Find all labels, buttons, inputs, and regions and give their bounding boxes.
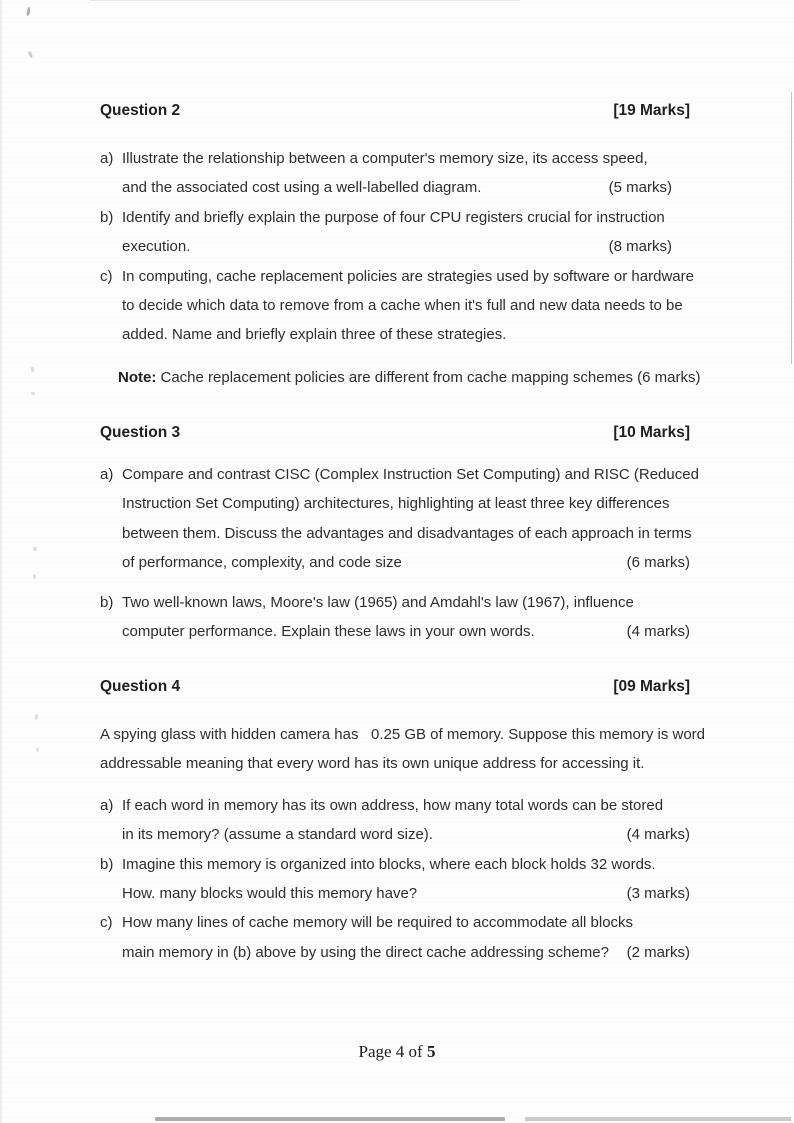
- scan-edge-left: [0, 0, 2, 1123]
- item-marks: (2 marks): [626, 943, 690, 961]
- scan-speck: [33, 547, 37, 551]
- question-item: [100, 144, 690, 203]
- item-body: [122, 850, 690, 909]
- item-line: [122, 203, 690, 232]
- item-body: [122, 144, 690, 203]
- question-item: [100, 460, 699, 578]
- item-line-text: between them. Discuss the advantages and disadvantages of each approach in terms: [122, 524, 692, 542]
- item-body: [122, 791, 690, 850]
- item-label: b): [100, 208, 114, 226]
- item-line-text: to decide which data to remove from a cache when it's full and new data needs to be: [122, 297, 683, 315]
- scan-speck: [28, 51, 33, 59]
- item-label: a): [100, 466, 114, 483]
- intro-line: addressable meaning that every word has its own unique address for accessing it.: [100, 755, 645, 773]
- question-title: Question 3: [100, 424, 181, 441]
- scan-band-bottom-light: [525, 1117, 791, 1121]
- question-intro: [100, 720, 705, 779]
- item-line: [122, 938, 690, 967]
- item-marks: (4 marks): [626, 826, 690, 844]
- item-label: c): [100, 914, 113, 932]
- item-line: [122, 460, 699, 489]
- item-line: [122, 548, 690, 577]
- scan-speck: [36, 748, 39, 752]
- question-items: [100, 460, 699, 646]
- item-line-text: Instruction Set Computing) architectures, highlighting at least three key differences: [122, 495, 670, 513]
- item-line-text: Compare and contrast CISC (Complex Instruction Set Computing) and RISC (Reduced: [122, 466, 699, 483]
- item-line: [122, 791, 690, 820]
- item-line-text: Two well-known laws, Moore's law (1965) and Amdahl's law (1967), influence: [122, 593, 634, 611]
- question-item: [100, 908, 690, 967]
- scan-speck: [34, 714, 38, 721]
- question-note: [100, 368, 701, 387]
- item-line-text: in its memory? (assume a standard word size).: [122, 826, 433, 844]
- item-line: [122, 320, 690, 349]
- scan-speck: [31, 392, 35, 395]
- item-line: [122, 232, 690, 261]
- item-line: [122, 291, 690, 320]
- question-total-marks: [09 Marks]: [613, 678, 690, 695]
- item-line: [122, 173, 690, 202]
- scan-speck: [31, 367, 34, 372]
- question-header: [100, 102, 690, 120]
- scan-band-bottom-dark: [155, 1117, 505, 1121]
- question-item: [100, 203, 690, 262]
- item-line-text: In computing, cache replacement policies are strategies used by software or hardware: [122, 267, 694, 285]
- item-line: [122, 908, 690, 937]
- item-line: [122, 262, 694, 291]
- question-title: Question 4: [100, 678, 181, 695]
- question-total-marks: [19 Marks]: [613, 102, 690, 119]
- question-items: [100, 144, 694, 350]
- item-marks: (4 marks): [626, 623, 690, 641]
- item-label: a): [100, 150, 114, 167]
- intro-line: A spying glass with hidden camera has 0.25 GB of memory. Suppose this memory is word: [100, 726, 705, 743]
- item-line-text: computer performance. Explain these laws in your own words.: [122, 623, 535, 641]
- scan-edge-top: [90, 0, 520, 1]
- item-marks: (3 marks): [626, 885, 690, 903]
- page-total: 5: [426, 1042, 436, 1061]
- item-label: c): [100, 267, 113, 285]
- item-line-text: main memory in (b) above by using the direct cache addressing scheme?: [122, 943, 609, 961]
- item-line-text: Identify and briefly explain the purpose of four CPU registers crucial for instruction: [122, 208, 665, 226]
- scan-edge-right: [791, 92, 792, 364]
- item-marks: (6 marks): [626, 554, 690, 572]
- question-item: [100, 262, 694, 350]
- item-line: [122, 820, 690, 849]
- item-body: [122, 908, 690, 967]
- item-line-text: How many lines of cache memory will be required to accommodate all blocks: [122, 914, 634, 932]
- item-line-text: added. Name and briefly explain three of these strategies.: [122, 326, 507, 344]
- item-marks: (5 marks): [608, 179, 672, 197]
- item-body: [122, 203, 690, 262]
- item-line-text: execution.: [122, 238, 191, 256]
- item-line-text: Illustrate the relationship between a computer's memory size, its access speed,: [122, 150, 648, 167]
- note-prefix: Note:: [118, 368, 157, 386]
- page-number-text: Page 4 of: [358, 1042, 427, 1061]
- item-label: a): [100, 796, 114, 814]
- question-section: [100, 102, 701, 387]
- question-section: [100, 424, 699, 646]
- note-text: Cache replacement policies are different from cache mapping schemes (6 marks): [156, 368, 701, 386]
- question-item: [100, 791, 690, 850]
- scan-speck: [26, 7, 31, 16]
- item-body: [122, 588, 690, 647]
- item-label: b): [100, 593, 114, 611]
- item-marks: (8 marks): [608, 238, 672, 256]
- scan-speck: [33, 574, 36, 579]
- item-line-text: and the associated cost using a well-labelled diagram.: [122, 179, 482, 197]
- question-title: Question 2: [100, 102, 181, 119]
- page-footer: [0, 1042, 794, 1062]
- item-line: [122, 617, 690, 646]
- item-line-text: If each word in memory has its own address, how many total words can be stored: [122, 796, 664, 814]
- item-line: [122, 850, 690, 879]
- question-header: [100, 678, 690, 696]
- item-line: [122, 879, 690, 908]
- item-line-text: of performance, complexity, and code size: [122, 554, 402, 572]
- item-line: [122, 489, 690, 518]
- question-total-marks: [10 Marks]: [613, 424, 690, 441]
- question-header: [100, 424, 690, 442]
- question-item: [100, 588, 690, 647]
- item-body: [122, 262, 694, 350]
- question-section: [100, 678, 705, 967]
- item-body: [122, 460, 699, 578]
- item-line-text: Imagine this memory is organized into blocks, where each block holds 32 words.: [122, 855, 656, 873]
- item-line: [122, 144, 690, 173]
- item-label: b): [100, 855, 114, 873]
- item-line: [122, 519, 690, 548]
- question-items: [100, 791, 690, 967]
- item-line: [122, 588, 690, 617]
- question-item: [100, 850, 690, 909]
- item-line-text: How. many blocks would this memory have?: [122, 885, 418, 903]
